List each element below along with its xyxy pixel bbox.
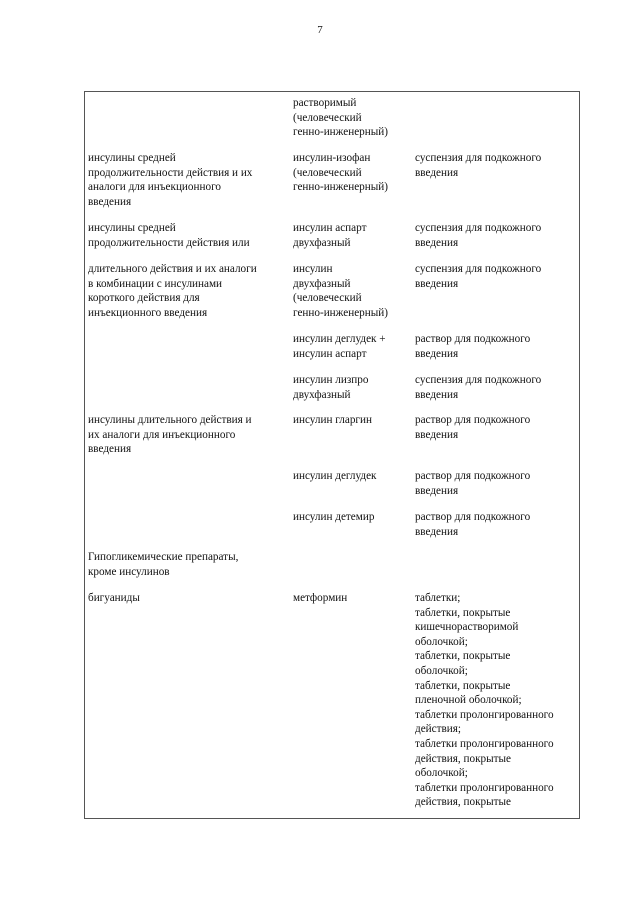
row-9-group: Гипогликемические препараты, кроме инсулинов [88,551,239,578]
row-1-group: инсулины средней продолжительности действия и их аналоги для инъекционного введения [88,152,253,208]
row-6-drug: инсулин гларгин [293,414,372,426]
row-1-form: суспензия для подкожного введения [415,152,542,179]
row-5-drug: инсулин лизпро двухфазный [293,374,369,401]
row-4-drug: инсулин деглудек + инсулин аспарт [293,333,386,360]
row-4-form: раствор для подкожного введения [415,333,531,360]
row-2-form: суспензия для подкожного введения [415,222,542,249]
row-8-drug: инсулин детемир [293,511,375,523]
row-10-form: таблетки; таблетки, покрытые кишечнорастворимой оболочкой; таблетки, покрытые оболочкой; таблетки, покрытые пленочной оболочкой; таблетки пролонгированного действия; таблетки пролонгированного действия, покрытые оболочкой; таблетки пролонгированного действия, покрытые [415,592,554,809]
row-0-drug: растворимый (человеческий генно-инженерный) [293,97,388,139]
page-number: 7 [317,24,323,36]
row-3-group: длительного действия и их аналоги в комбинации с инсулинами короткого действия для инъекционного введения [88,263,257,319]
row-3-form: суспензия для подкожного введения [415,263,542,290]
row-2-drug: инсулин аспарт двухфазный [293,222,367,249]
row-3-drug: инсулин двухфазный (человеческий генно-инженерный) [293,263,388,319]
row-10-group: бигуаниды [88,592,140,604]
row-7-form: раствор для подкожного введения [415,470,531,497]
row-10-drug: метформин [293,592,348,604]
row-2-group: инсулины средней продолжительности действия или [88,222,250,249]
row-6-group: инсулины длительного действия и их аналоги для инъекционного введения [88,414,252,456]
row-1-drug: инсулин-изофан (человеческий генно-инженерный) [293,152,388,194]
row-5-form: суспензия для подкожного введения [415,374,542,401]
row-7-drug: инсулин деглудек [293,470,377,482]
row-6-form: раствор для подкожного введения [415,414,531,441]
row-8-form: раствор для подкожного введения [415,511,531,538]
